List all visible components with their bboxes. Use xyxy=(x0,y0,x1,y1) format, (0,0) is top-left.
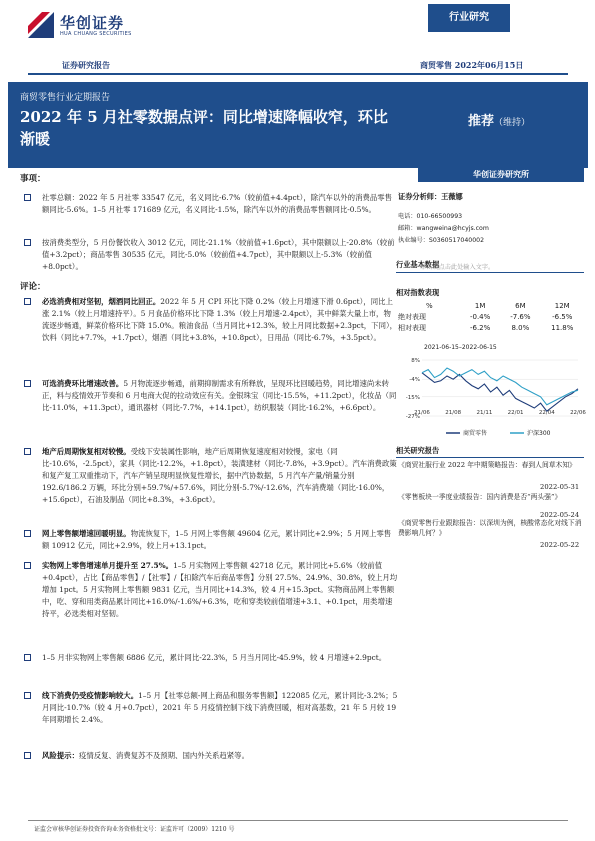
analyst-cert: 执业编号：S0360517040002 xyxy=(398,237,485,244)
related-divider xyxy=(396,457,584,458)
basic-data-placeholder: 单击或点击此处输入文字。 xyxy=(420,264,495,271)
chart-x-tick: 22/04 xyxy=(538,410,555,416)
industry-research-tag: 行业研究 xyxy=(428,4,510,32)
chart-x-tick: 22/01 xyxy=(507,410,524,416)
bullet-box-icon xyxy=(24,654,31,661)
report-type: 证券研究报告 xyxy=(62,61,110,70)
event-item: 社零总额：2022 年 5 月社零 33547 亿元，名义同比-6.7%（较前值+4.4pct），除汽车以外的消费品零售额同比-5.6%。1–5 月社零 171689 亿元，名义同比-1.5%，除汽车以外的消费品零售额同比-0.5%。 xyxy=(26,192,398,216)
chart-x-tick: 21/11 xyxy=(476,410,493,416)
relative-index-chart xyxy=(396,340,584,440)
chart-title: 2021-06-15–2022-06-15 xyxy=(424,344,497,351)
bullet-box-icon xyxy=(24,692,31,699)
bullet-box-icon xyxy=(24,298,31,305)
bullet-box-icon xyxy=(24,562,31,569)
analyst-email[interactable]: 邮箱：wangweina@hcyjs.com xyxy=(398,225,489,232)
brand-name-en: HUA CHUANG SECURITIES xyxy=(60,31,132,37)
comment-item: 线下消费仍受疫情影响较大。1–5 月【社零总额-网上商品和服务零售额】122085 亿元，累计同比-3.2%；5 月同比-10.7%（较 4 月+0.7pct），2021 年 5 月疫情控制下线下消费回暖，相对高基数，21 年 5 月较 19 年同期增长 2.4%。 xyxy=(26,690,398,726)
comment-item: 实物网上零售增速单月提升至 27.5%。1–5 月实物网上零售额 42718 亿元，累计同比+5.6%（较前值+0.4pct），占比【商品零售】/【社零】/【扣除汽车后商品零售】分别 27.5%、24.9%、30.8%，较上月均增加 1pct。5 月实物网上零售额 9831 亿元，当月同比+14.3%，较 4 月+15.3pct。实物商品网上零售额中，吃、穿和用类商品累计同比+16.0%/-1.6%/+6.3%，吃和穿类较前值增速+3.1、+0.1pct，用类增速持平，必选类相对坚韧。 xyxy=(26,560,398,620)
header-sector-date: 商贸零售 2022年06月15日 xyxy=(420,60,524,70)
chart-series-line xyxy=(422,368,578,405)
footer-divider xyxy=(28,820,568,821)
comment-item: 必选消费相对坚韧，烟酒同比回正。2022 年 5 月 CPI 环比下降 0.2%（较上月增速下滑 0.6pct），同比上涨 2.1%（较上月增速持平）。5 月食品价格环比下降 1.3%（较上月增速-2.4pct），其中鲜菜大量上市，物流逐步畅通，鲜菜价格环比下降 15.0%。粮油食品（当月同比+12.3%，较上月同比数据+2.3pct，下同），饮料（同比+7.7%，+1.7pct），烟酒（同比+3.8%，+10.8pct），日用品（同比-6.7%，+3.5pct）。 xyxy=(26,296,398,344)
bullet-box-icon xyxy=(24,194,31,201)
event-item: 按消费类型分，5 月份餐饮收入 3012 亿元，同比-21.1%（较前值+1.6pct），其中限额以上-20.8%（较前值+3.2pct）；商品零售 30535 亿元，同比-5.0%（较前值+4.7pct），其中限额以上-5.3%（较前值+8.0pct）。 xyxy=(26,237,398,273)
brand-logo-icon xyxy=(28,12,54,38)
basic-data-divider xyxy=(396,272,584,273)
bullet-box-icon xyxy=(24,752,31,759)
chart-x-tick: 22/06 xyxy=(570,410,586,416)
comment-item: 地产后周期恢复相对较慢。受线下安装属性影响，地产后周期恢复速度相对较慢，家电（同比-10.6%，-2.5pct），家具（同比-12.2%，+1.8pct），装潢建材（同比-7.8%，+3.9pct）。汽车消费政策和复产复工双重推动下，汽车产销呈现明显恢复性增长，据中汽协数据，5 月汽车产量/销量分别 192.6/186.2 万辆，环比分别+59.7%/+57.6%，同比分别-5.7%/-12.6%，汽车消费端（同比-16.0%，+15.6pct），石油及制品（同比+8.3%，+3.6pct）。 xyxy=(26,446,398,506)
related-report[interactable]: 《零售板块一季度业绩报告：国内消费是否“两头强”》 xyxy=(398,493,562,501)
rating xyxy=(468,110,530,129)
brand-name-cn: 华创证券 xyxy=(60,14,125,32)
chart-x-tick: 21/08 xyxy=(445,410,462,416)
comment-item: 网上零售额增速回暖明显。物流恢复下，1–5 月网上零售额 49604 亿元，累计同比+2.9%；5 月网上零售额 10912 亿元，同比+2.9%，较上月+13.1pct。 xyxy=(26,528,398,552)
related-title: 相关研究报告 xyxy=(396,446,440,455)
perf-header-row: % 1M 6M 12M xyxy=(426,301,570,310)
basic-data-title: 行业基本数据 xyxy=(396,260,440,269)
comments-heading: 评论： xyxy=(20,282,46,292)
chart-y-tick: -4% xyxy=(409,377,420,384)
institute-bar: 华创证券研究所 xyxy=(418,168,584,182)
header-divider xyxy=(28,73,568,75)
comment-item: 1–5 月非实物网上零售额 6886 亿元，累计同比-22.3%，5 月当月同比-45.9%，较 4 月增速+2.9pct。 xyxy=(26,652,398,664)
related-report-date: 2022-05-22 xyxy=(540,541,580,549)
footer-license: 证监会审核华创证券投资咨询业务资格批文号：证监许可（2009）1210 号 xyxy=(34,826,235,833)
related-report[interactable]: 《商贸社服行业 2022 年中期策略报告：春到人间草木知》 xyxy=(398,461,576,469)
related-report-date: 2022-05-31 xyxy=(540,483,580,491)
perf-title: 相对指数表现 xyxy=(396,288,440,297)
perf-row: 绝对表现 -0.4% -7.6% -6.5% xyxy=(398,312,573,321)
analyst-phone: 电话：010-66500993 xyxy=(398,213,463,220)
perf-row: 相对表现 -6.2% 8.0% 11.8% xyxy=(398,323,574,332)
events-heading: 事项： xyxy=(20,174,46,184)
related-report-date: 2022-05-24 xyxy=(540,511,580,519)
chart-legend-label: 商贸零售 xyxy=(463,430,488,437)
chart-y-tick: 8% xyxy=(411,358,420,364)
rating-value: 推荐 xyxy=(468,114,495,129)
chart-legend-label: 沪深300 xyxy=(527,430,551,437)
comment-item: 可选消费环比增速改善。5 月物流逐步畅通，前期抑制需求有所释放，呈现环比回暖趋势，同比增速尚未转正，料与疫情效开节奏和 6 月电商大促的拉动效应有关。金银珠宝（同比-15.5%，+11.2pct），化妆品（同比-11.0%，+11.3pct），通讯器材（同比-7.7%，+14.1pct），纺织服装（同比-16.2%，+6.6pct）。 xyxy=(26,378,398,414)
bullet-box-icon xyxy=(24,380,31,387)
bullet-box-icon xyxy=(24,448,31,455)
bullet-box-icon xyxy=(24,239,31,246)
bullet-box-icon xyxy=(24,530,31,537)
chart-x-tick: 21/06 xyxy=(414,410,430,416)
rating-note: （维持） xyxy=(494,118,531,128)
chart-y-tick: -15% xyxy=(405,394,420,401)
report-subtitle: 商贸零售行业定期报告 xyxy=(20,93,111,103)
analyst-line: 证券分析师：王薇娜 xyxy=(398,192,463,201)
comment-item: 风险提示：疫情反复、消费复苏不及预期、国内外关系趋紧等。 xyxy=(26,750,398,762)
perf-table xyxy=(396,300,584,333)
related-report[interactable]: 《商贸零售行业跟踪报告：以深圳为例，核酸常态化对线下消费影响几何？》 xyxy=(398,519,582,537)
analyst-name: 王薇娜 xyxy=(441,192,463,201)
chart-y-tick: -27% xyxy=(405,414,420,420)
report-title: 2022 年 5 月社零数据点评：同比增速降幅收窄，环比渐暖 xyxy=(20,108,388,148)
